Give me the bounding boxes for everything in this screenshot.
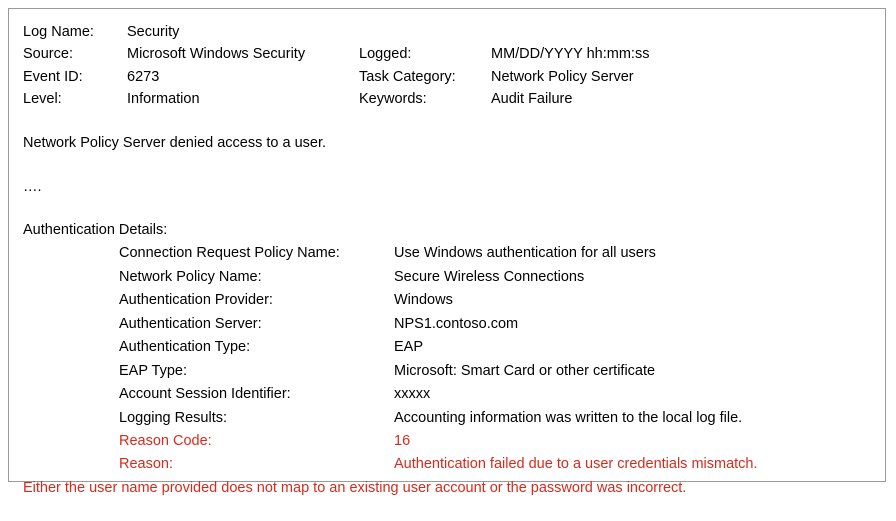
authentication-provider-value: Windows — [394, 292, 453, 309]
reason-value: Authentication failed due to a user credentials mismatch. — [394, 456, 758, 473]
table-row — [119, 336, 758, 359]
table-row — [23, 21, 649, 43]
event-details-panel — [8, 8, 886, 496]
authentication-server-value: NPS1.contoso.com — [394, 315, 519, 332]
event-id-label: Event ID: — [23, 68, 83, 85]
event-header-body — [23, 21, 649, 111]
account-session-identifier-value: xxxxx — [394, 386, 431, 403]
authentication-details-body — [119, 242, 758, 477]
network-policy-name-label: Network Policy Name: — [119, 268, 262, 285]
account-session-identifier-label: Account Session Identifier: — [119, 386, 291, 403]
spacer-after-summary — [23, 155, 871, 177]
table-row — [119, 266, 758, 289]
authentication-details-title: Authentication Details: — [23, 222, 168, 239]
level-value: Information — [127, 91, 200, 108]
reason-footnote: Either the user name provided does not map to an existing user account or the password was incorrect. — [23, 479, 687, 496]
table-row — [119, 407, 758, 430]
authentication-type-label: Authentication Type: — [119, 339, 251, 356]
source-value: Microsoft Windows Security — [127, 46, 306, 63]
reason-code-label: Reason Code: — [119, 433, 212, 449]
connection-request-policy-name-label: Connection Request Policy Name: — [119, 245, 340, 262]
keywords-label: Keywords: — [359, 91, 427, 108]
eap-type-value: Microsoft: Smart Card or other certificate — [394, 362, 656, 379]
reason-code-value: 16 — [394, 433, 411, 449]
logged-label: Logged: — [359, 46, 412, 63]
logging-results-value: Accounting information was written to the local log file. — [394, 409, 743, 426]
spacer-after-ellipsis — [23, 198, 871, 220]
level-label: Level: — [23, 91, 62, 108]
table-row — [119, 289, 758, 312]
eap-type-label: EAP Type: — [119, 362, 187, 379]
table-row — [23, 88, 649, 110]
header-empty-value-1 — [491, 21, 649, 43]
network-policy-name-value: Secure Wireless Connections — [394, 268, 585, 285]
connection-request-policy-name-value: Use Windows authentication for all users — [394, 245, 656, 262]
spacer-after-header — [23, 111, 871, 133]
logging-results-label: Logging Results: — [119, 409, 228, 426]
event-header-table — [23, 21, 649, 111]
header-empty-label-1 — [359, 21, 491, 43]
source-label: Source: — [23, 46, 73, 63]
table-row — [23, 43, 649, 65]
authentication-details-table — [119, 242, 758, 477]
table-row — [23, 66, 649, 88]
event-summary-text: Network Policy Server denied access to a user. — [23, 134, 327, 151]
table-row — [119, 453, 758, 476]
table-row — [119, 430, 758, 453]
table-row — [119, 242, 758, 265]
log-name-value: Security — [127, 24, 180, 40]
reason-label: Reason: — [119, 456, 174, 473]
task-category-value: Network Policy Server — [491, 68, 634, 85]
event-id-value: 6273 — [127, 68, 160, 85]
table-row — [119, 313, 758, 336]
truncation-ellipsis: …. — [23, 178, 42, 195]
table-row — [119, 360, 758, 383]
keywords-value: Audit Failure — [491, 91, 573, 108]
authentication-type-value: EAP — [394, 339, 424, 356]
authentication-server-label: Authentication Server: — [119, 315, 262, 332]
authentication-provider-label: Authentication Provider: — [119, 292, 273, 309]
table-row — [119, 383, 758, 406]
log-name-label: Log Name: — [23, 24, 94, 40]
task-category-label: Task Category: — [359, 68, 456, 85]
logged-value: MM/DD/YYYY hh:mm:ss — [491, 46, 650, 63]
